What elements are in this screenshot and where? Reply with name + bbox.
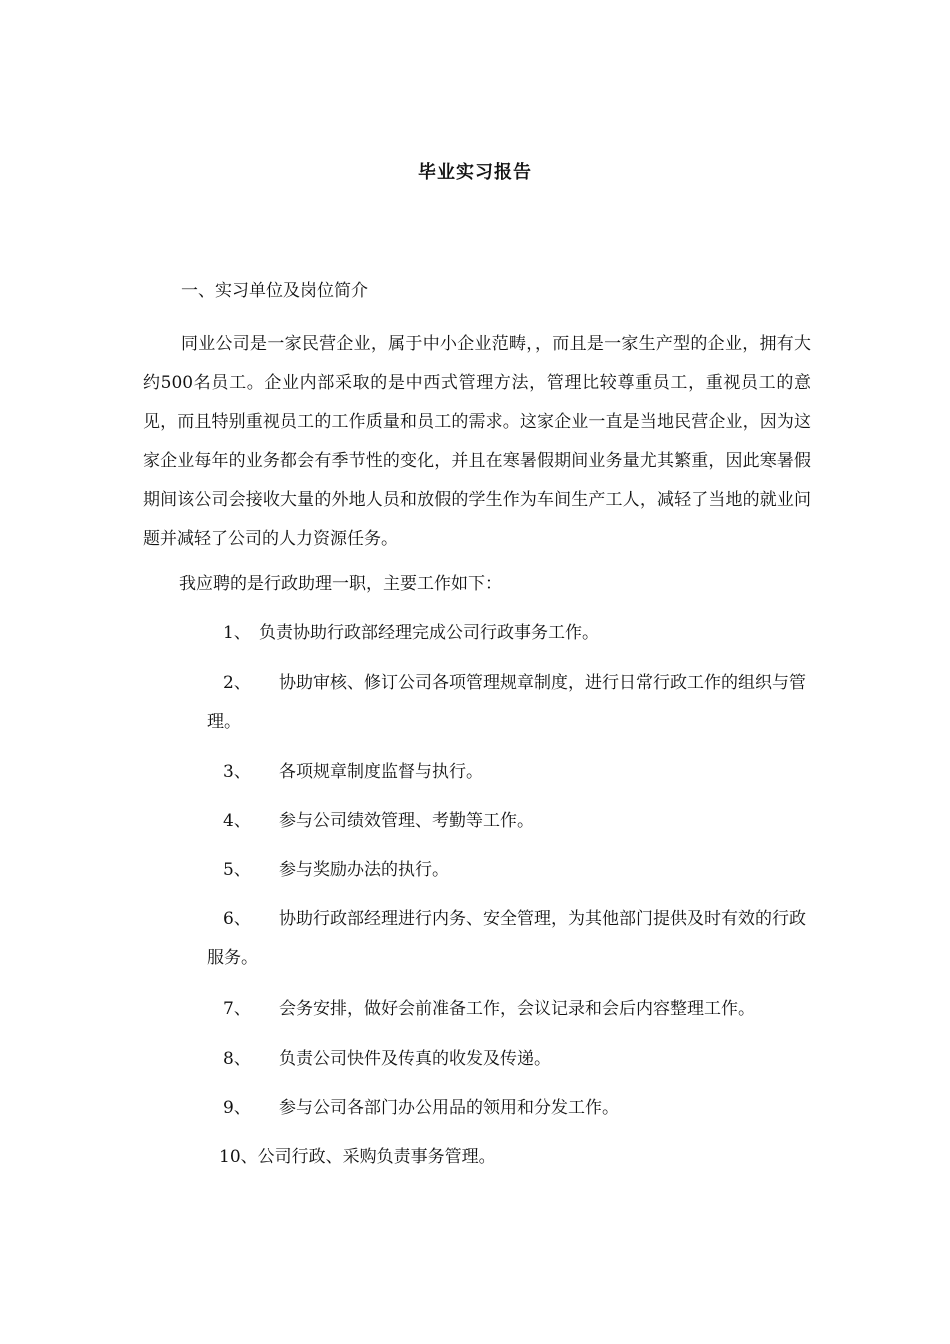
list-number: 8、: [223, 1049, 251, 1069]
document-title: 毕业实习报告: [418, 162, 532, 183]
section-heading: 一、实习单位及岗位简介: [181, 281, 368, 301]
list-number: 9、: [223, 1098, 251, 1118]
list-text: 参与公司绩效管理、考勤等工作。: [279, 811, 534, 831]
list-number: 3、: [223, 762, 251, 782]
list-item: [207, 753, 811, 792]
list-number: 5、: [223, 860, 251, 880]
list-item: [207, 1089, 811, 1128]
list-text: 参与奖励办法的执行。: [279, 860, 449, 880]
list-text: 协助行政部经理进行内务、安全管理，为其他部门提供及时有效的行政服务。: [207, 909, 806, 968]
list-text: 参与公司各部门办公用品的领用和分发工作。: [279, 1098, 619, 1118]
list-text: 会务安排，做好会前准备工作，会议记录和会后内容整理工作。: [279, 999, 755, 1019]
list-number: 2、: [223, 673, 251, 693]
list-number: 10、: [219, 1147, 258, 1167]
list-item: [207, 851, 811, 890]
list-text: 协助审核、修订公司各项管理规章制度，进行日常行政工作的组织与管理。: [207, 673, 806, 732]
list-item: [207, 900, 811, 978]
list-number: 6、: [223, 909, 251, 929]
list-text: 各项规章制度监督与执行。: [279, 762, 483, 782]
list-item: [207, 614, 811, 653]
duties-intro: 我应聘的是行政助理一职，主要工作如下：: [179, 574, 502, 594]
list-item: [207, 802, 811, 841]
list-number: 7、: [223, 999, 251, 1019]
list-text: 负责公司快件及传真的收发及传递。: [279, 1049, 551, 1069]
list-text: 负责协助行政部经理完成公司行政事务工作。: [259, 623, 599, 643]
list-number: 4、: [223, 811, 251, 831]
list-item: [207, 990, 811, 1029]
list-item: [207, 1138, 811, 1177]
list-item: [207, 1040, 811, 1079]
list-item: [207, 664, 811, 742]
intro-paragraph: 同业公司是一家民营企业，属于中小企业范畴，，而且是一家生产型的企业，拥有大约500名员工。企业内部采取的是中西式管理方法，管理比较尊重员工，重视员工的意见，而且特别重视员工的工作质量和员工的需求。这家企业一直是当地民营企业，因为这家企业每年的业务都会有季节性的变化，并且在寒暑假期间业务量尤其繁重，因此寒暑假期间该公司会接收大量的外地人员和放假的学生作为车间生产工人，减轻了当地的就业问题并减轻了公司的人力资源任务。: [143, 334, 811, 549]
list-number: 1、: [223, 623, 251, 643]
list-text: 公司行政、采购负责事务管理。: [257, 1147, 496, 1167]
